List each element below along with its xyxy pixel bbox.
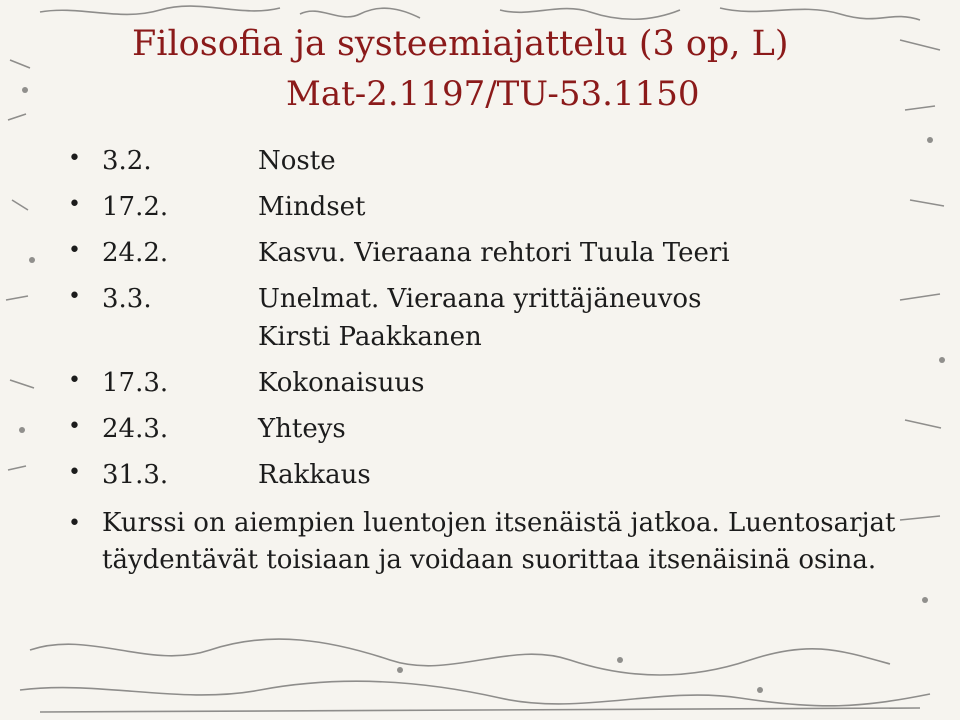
bullet-icon: •: [68, 192, 81, 217]
schedule-date: 31.3.: [102, 460, 169, 490]
bullet-icon: •: [68, 460, 81, 485]
course-code: Mat-2.1197/TU-53.1150: [286, 74, 700, 114]
course-note-text: Kurssi on aiempien luentojen itsenäistä jatkoa. Luentosarjat täydentävät toisiaan ja voidaan suorittaa itsenäisinä osina.: [102, 508, 896, 575]
schedule-topic: Rakkaus: [258, 460, 371, 490]
schedule-topic: Kasvu. Vieraana rehtori Tuula Teeri: [258, 238, 730, 268]
bullet-icon: •: [68, 284, 81, 309]
bullet-icon: •: [68, 368, 81, 393]
schedule-topic: Mindset: [258, 192, 366, 222]
schedule-topic: Kokonaisuus: [258, 368, 425, 398]
bullet-icon: •: [68, 511, 81, 536]
schedule-topic-continuation: Kirsti Paakkanen: [258, 322, 482, 352]
bullet-icon: •: [68, 238, 81, 263]
bullet-icon: •: [68, 414, 81, 439]
schedule-date: 17.3.: [102, 368, 169, 398]
schedule-date: 24.2.: [102, 238, 169, 268]
slide-title: Filosofia ja systeemiajattelu (3 op, L): [132, 24, 789, 64]
schedule-topic: Unelmat. Vieraana yrittäjäneuvos: [258, 284, 702, 314]
schedule-date: 3.3.: [102, 284, 152, 314]
schedule-date: 3.2.: [102, 146, 152, 176]
schedule-date: 24.3.: [102, 414, 169, 444]
schedule-topic: Noste: [258, 146, 336, 176]
schedule-date: 17.2.: [102, 192, 169, 222]
schedule-topic: Yhteys: [258, 414, 346, 444]
bullet-icon: •: [68, 146, 81, 171]
course-note: [68, 505, 902, 579]
